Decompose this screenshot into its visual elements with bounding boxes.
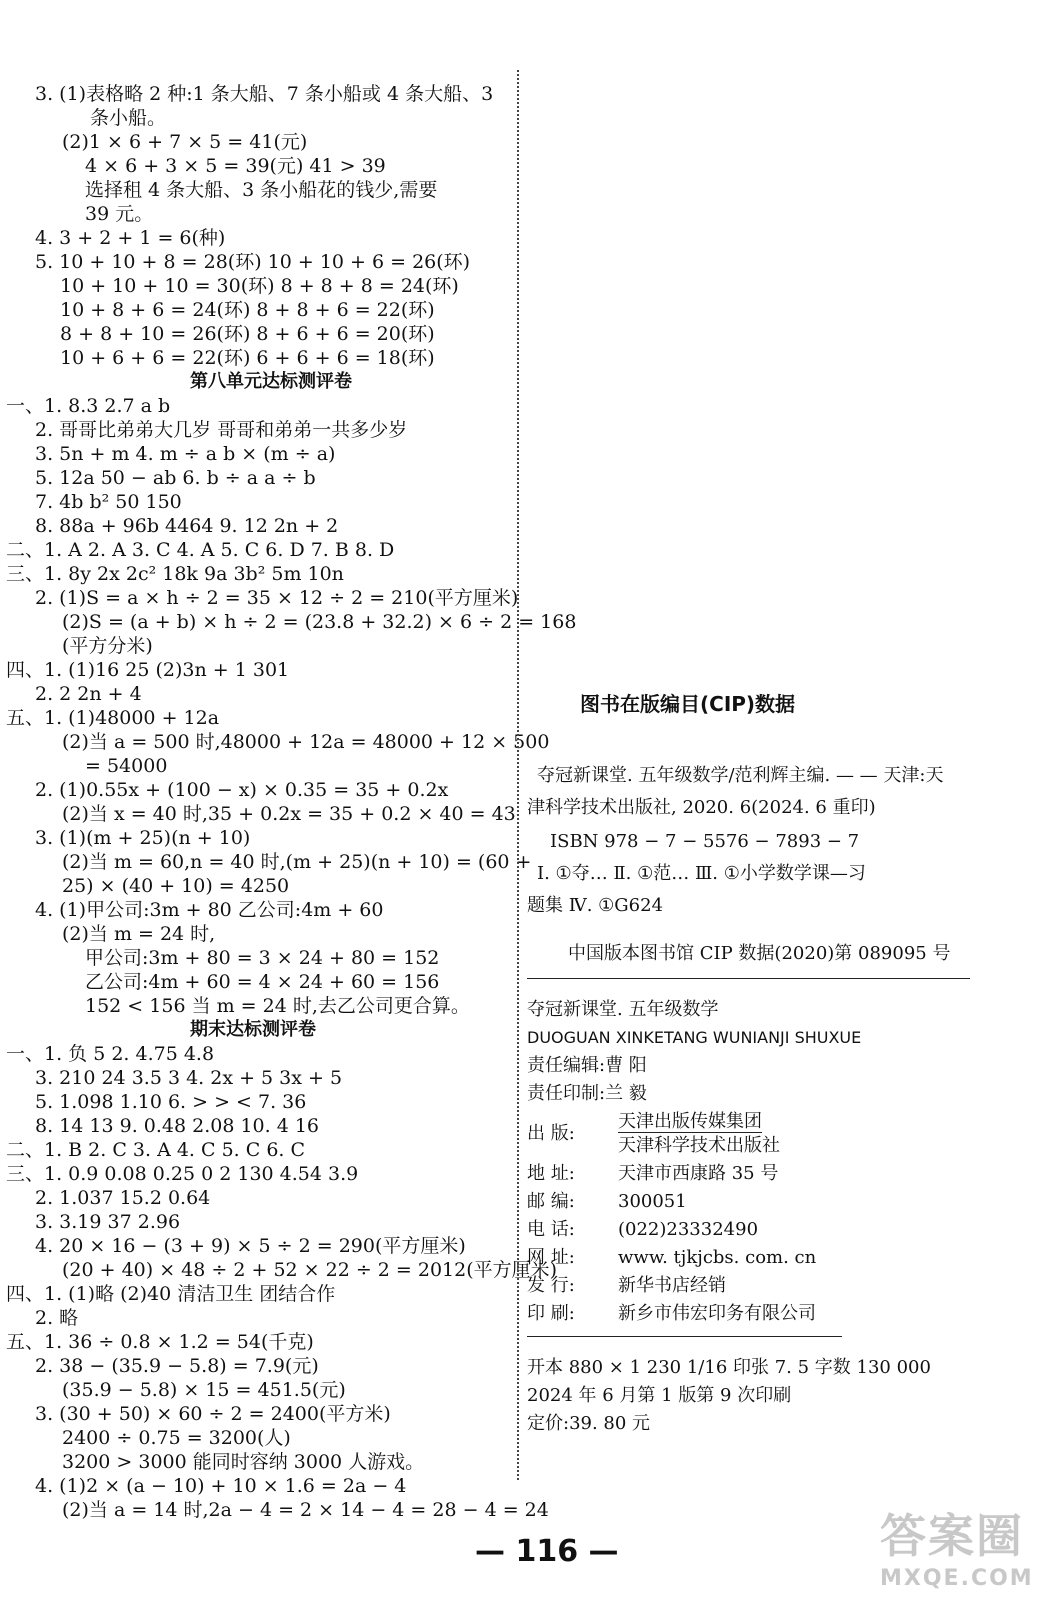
phone-label: 电 话: xyxy=(527,1219,575,1240)
answer-line: 152 < 156 当 m = 24 时,去乙公司更合算。 xyxy=(85,995,470,1017)
answer-line: 2. 1.037 15.2 0.64 xyxy=(35,1187,211,1209)
answer-line: (20 + 40) × 48 ÷ 2 + 52 × 22 ÷ 2 = 2012(平方厘米) xyxy=(62,1259,558,1281)
answer-line: 4. 3 + 2 + 1 = 6(种) xyxy=(35,227,226,249)
answer-line: (2)1 × 6 + 7 × 5 = 41(元) xyxy=(62,131,308,153)
book-title-cn: 夺冠新课堂. 五年级数学 xyxy=(527,999,719,1020)
cip-line-1: 夺冠新课堂. 五年级数学/范利辉主编. — — 天津:天 xyxy=(537,765,944,786)
book-edition: 2024 年 6 月第 1 版第 9 次印刷 xyxy=(527,1385,792,1406)
publisher-1 xyxy=(618,1110,762,1134)
cip-line-2: 津科学技术出版社, 2020. 6(2024. 6 重印) xyxy=(527,797,876,818)
address-label: 地 址: xyxy=(527,1163,575,1184)
publisher-1-text: 天津出版传媒集团 xyxy=(618,1111,762,1132)
column-divider xyxy=(517,70,519,1480)
answer-line: 一、1. 负 5 2. 4.75 4.8 xyxy=(6,1043,215,1065)
answer-line: 2. 38 − (35.9 − 5.8) = 7.9(元) xyxy=(35,1355,319,1377)
distribution-row xyxy=(527,1274,726,1298)
answer-line: 4. (1)甲公司:3m + 80 乙公司:4m + 60 xyxy=(35,899,384,921)
answer-line: 一、1. 8.3 2.7 a b xyxy=(6,395,171,417)
answer-line: 10 + 10 + 10 = 30(环) 8 + 8 + 8 = 24(环) xyxy=(60,275,459,297)
section-heading: 第八单元达标测评卷 xyxy=(190,371,352,392)
answer-line: (2)当 m = 24 时, xyxy=(62,923,216,945)
answer-line: 2. 2 2n + 4 xyxy=(35,683,142,705)
printer-label: 责任印制: xyxy=(527,1083,606,1104)
answer-line: 2. (1)S = a × h ÷ 2 = 35 × 12 ÷ 2 = 210(平方厘米) xyxy=(35,587,519,609)
answer-line: (2)当 x = 40 时,35 + 0.2x = 35 + 0.2 × 40 = 43 xyxy=(62,803,516,825)
answer-line: 3. (30 + 50) × 60 ÷ 2 = 2400(平方米) xyxy=(35,1403,391,1425)
answer-line: 3. 210 24 3.5 3 4. 2x + 5 3x + 5 xyxy=(35,1067,343,1089)
answer-line: 选择租 4 条大船、3 条小船花的钱少,需要 xyxy=(85,179,438,201)
answer-line: 2. 略 xyxy=(35,1307,79,1329)
answer-line: (平方分米) xyxy=(62,635,153,657)
distribution-label: 发 行: xyxy=(527,1275,575,1296)
phone-value: (022)23332490 xyxy=(618,1219,759,1240)
postcode-row xyxy=(527,1190,687,1214)
print-label: 印 刷: xyxy=(527,1303,575,1324)
book-spec: 开本 880 × 1 230 1/16 印张 7. 5 字数 130 000 xyxy=(527,1357,931,1378)
watermark-big: 答案圈 xyxy=(880,1509,1024,1563)
answer-line: 4. 20 × 16 − (3 + 9) × 5 ÷ 2 = 290(平方厘米) xyxy=(35,1235,466,1257)
answer-line: 8 + 8 + 10 = 26(环) 8 + 6 + 6 = 20(环) xyxy=(60,323,435,345)
answer-line: 2. (1)0.55x + (100 − x) × 0.35 = 35 + 0.2x xyxy=(35,779,449,801)
answer-line: 四、1. (1)16 25 (2)3n + 1 301 xyxy=(6,659,290,681)
answer-line: 3. (1)表格略 2 种:1 条大船、7 条小船或 4 条大船、3 xyxy=(35,83,494,105)
address-value: 天津市西康路 35 号 xyxy=(618,1163,779,1184)
answer-line: 8. 14 13 9. 0.48 2.08 10. 4 16 xyxy=(35,1115,320,1137)
cip-class-1: Ⅰ. ①夺… Ⅱ. ①范… Ⅲ. ①小学数学课—习 xyxy=(537,863,866,884)
postcode-label: 邮 编: xyxy=(527,1191,575,1212)
answer-line: 5. 12a 50 − ab 6. b ÷ a a ÷ b xyxy=(35,467,316,489)
answer-line: 2. 哥哥比弟弟大几岁 哥哥和弟弟一共多少岁 xyxy=(35,419,408,441)
postcode-value: 300051 xyxy=(618,1191,687,1212)
answer-line: 甲公司:3m + 80 = 3 × 24 + 80 = 152 xyxy=(85,947,440,969)
book-price: 定价:39. 80 元 xyxy=(527,1413,651,1434)
answer-line: 二、1. A 2. A 3. C 4. A 5. C 6. D 7. B 8. D xyxy=(6,539,395,561)
print-row xyxy=(527,1302,816,1326)
printer-value: 兰 毅 xyxy=(605,1083,647,1104)
answer-line: (2)S = (a + b) × h ÷ 2 = (23.8 + 32.2) × 6 ÷ 2 = 168 xyxy=(62,611,577,633)
phone-row xyxy=(527,1218,758,1242)
answer-line: 10 + 8 + 6 = 24(环) 8 + 8 + 6 = 22(环) xyxy=(60,299,435,321)
cip-isbn: ISBN 978 − 7 − 5576 − 7893 − 7 xyxy=(550,831,860,852)
web-label: 网 址: xyxy=(527,1247,575,1268)
answer-line: 三、1. 8y 2x 2c² 18k 9a 3b² 5m 10n xyxy=(6,563,344,585)
answer-line: 10 + 6 + 6 = 22(环) 6 + 6 + 6 = 18(环) xyxy=(60,347,435,369)
web-row xyxy=(527,1246,816,1270)
answer-line: (35.9 − 5.8) × 15 = 451.5(元) xyxy=(62,1379,346,1401)
watermark-small: MXQE.COM xyxy=(880,1566,1034,1591)
answer-line: 乙公司:4m + 60 = 4 × 24 + 60 = 156 xyxy=(85,971,440,993)
answer-line: 3. 3.19 37 2.96 xyxy=(35,1211,181,1233)
answer-line: (2)当 m = 60,n = 40 时,(m + 25)(n + 10) = (60 + xyxy=(62,851,532,873)
answer-line: 2400 ÷ 0.75 = 3200(人) xyxy=(62,1427,291,1449)
imprint-divider xyxy=(527,1336,842,1337)
answer-line: 7. 4b b² 50 150 xyxy=(35,491,182,513)
answer-line: 25) × (40 + 10) = 4250 xyxy=(62,875,290,897)
address-row xyxy=(527,1162,778,1186)
editor-row xyxy=(527,1054,647,1078)
answer-line: 五、1. (1)48000 + 12a xyxy=(6,707,220,729)
answer-line: (2)当 a = 14 时,2a − 4 = 2 × 14 − 4 = 28 − 4 = 24 xyxy=(62,1499,549,1521)
answer-line: (2)当 a = 500 时,48000 + 12a = 48000 + 12 × 500 xyxy=(62,731,550,753)
distribution-value: 新华书店经销 xyxy=(618,1275,726,1296)
answer-line: 三、1. 0.9 0.08 0.25 0 2 130 4.54 3.9 xyxy=(6,1163,359,1185)
cip-class-2: 题集 Ⅳ. ①G624 xyxy=(527,895,664,916)
editor-value: 曹 阳 xyxy=(605,1055,647,1076)
answer-line: = 54000 xyxy=(85,755,168,777)
answer-line: 3. (1)(m + 25)(n + 10) xyxy=(35,827,251,849)
answer-line: 四、1. (1)略 (2)40 清洁卫生 团结合作 xyxy=(6,1283,336,1305)
answer-line: 二、1. B 2. C 3. A 4. C 5. C 6. C xyxy=(6,1139,306,1161)
cip-number: 中国版本图书馆 CIP 数据(2020)第 089095 号 xyxy=(568,943,951,964)
answer-line: 5. 1.098 1.10 6. > > < 7. 36 xyxy=(35,1091,307,1113)
answer-line: 5. 10 + 10 + 8 = 28(环) 10 + 10 + 6 = 26(环) xyxy=(35,251,471,273)
answer-line: 4. (1)2 × (a − 10) + 10 × 1.6 = 2a − 4 xyxy=(35,1475,407,1497)
print-value: 新乡市伟宏印务有限公司 xyxy=(618,1303,816,1324)
cip-title: 图书在版编目(CIP)数据 xyxy=(580,692,796,716)
answer-line: 4 × 6 + 3 × 5 = 39(元) 41 > 39 xyxy=(85,155,386,177)
section-heading: 期末达标测评卷 xyxy=(190,1019,316,1040)
book-title-pinyin: DUOGUAN XINKETANG WUNIANJI SHUXUE xyxy=(527,1028,862,1047)
cip-divider xyxy=(527,978,970,979)
watermark-logo xyxy=(880,1500,1040,1590)
answer-line: 条小船。 xyxy=(90,107,167,129)
web-value: www. tjkjcbs. com. cn xyxy=(618,1247,817,1268)
answer-line: 五、1. 36 ÷ 0.8 × 1.2 = 54(千克) xyxy=(6,1331,314,1353)
answer-line: 39 元。 xyxy=(85,203,154,225)
answer-line: 3. 5n + m 4. m ÷ a b × (m ÷ a) xyxy=(35,443,336,465)
answer-line: 3200 > 3000 能同时容纳 3000 人游戏。 xyxy=(62,1451,425,1473)
printer-row xyxy=(527,1082,647,1106)
answer-line: 8. 88a + 96b 4464 9. 12 2n + 2 xyxy=(35,515,339,537)
page-number: — 116 — xyxy=(475,1534,619,1569)
editor-label: 责任编辑: xyxy=(527,1055,606,1076)
publisher-label: 出 版: xyxy=(527,1123,575,1144)
publisher-2: 天津科学技术出版社 xyxy=(618,1135,780,1156)
